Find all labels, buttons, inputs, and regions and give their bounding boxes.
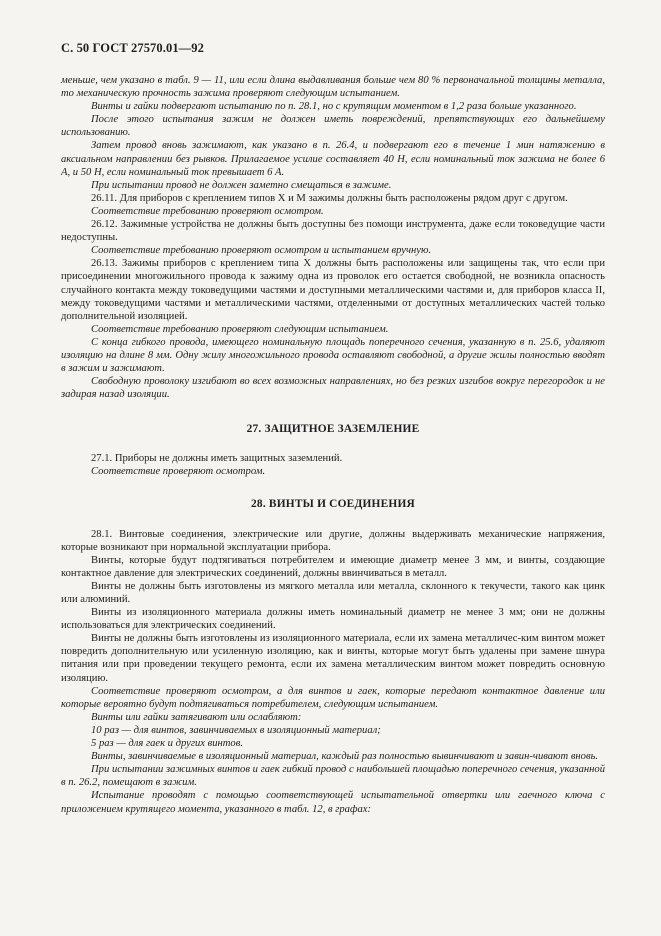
section-26-paragraph: 26.11. Для приборов с креплением типов X и М зажимы должны быть расположены рядом друг с другом. <box>91 192 568 204</box>
page-header: С. 50 ГОСТ 27570.01—92 <box>61 41 204 55</box>
section-28-paragraph: Испытание проводят с помощью соответствующей испытательной отвертки или гаечного ключа с приложением крутящего момента, указанного в табл. 12, в графах: <box>61 790 605 815</box>
section-26-paragraph: Затем провод вновь зажимают, как указано в п. 26.4, и подвергают его в течение 1 мин натяжению в аксиальном направлении без рывков. Прилагаемое усилие составляет 40 Н, если номинальный ток зажима не более 6 А, и 50 Н, если номинальный ток превышает 6 А. <box>61 140 605 178</box>
section-26-paragraph: Соответствие требованию проверяют осмотром и испытанием вручную. <box>91 245 432 257</box>
section-26-paragraph: При испытании провод не должен заметно смещаться в зажиме. <box>91 179 392 191</box>
section-26-paragraph: меньше, чем указано в табл. 9 — 11, или если длина выдавливания больше чем 80 % первоначальной толщины металла, то механическую прочность зажима проверяют следующим испытанием. <box>61 75 605 100</box>
section-28-body <box>61 528 605 816</box>
section-28-paragraph: Винты, которые будут подтягиваться потребителем и имеющие диаметр менее 3 мм, и винты, создающие контактное давление для электрических соединений, должны ввинчиваться в металл. <box>61 554 605 579</box>
section-28-paragraph: 10 раз — для винтов, завинчиваемых в изоляционный материал; <box>91 724 381 736</box>
section-28-paragraph: Соответствие проверяют осмотром, а для винтов и гаек, которые передают контактное давление или которые вероятно будут подтягиваться потребителем, следующим испытанием. <box>61 685 605 710</box>
section-27-body <box>61 452 605 478</box>
section-26-paragraph: С конца гибкого провода, имеющего номинальную площадь поперечного сечения, указанную в п. 25.6, удаляют изоляцию на длине 8 мм. Одну жилу многожильного провода оставляют свободной, а другие жилы полностью вводят в зажим и зажимают. <box>61 336 605 375</box>
section-26-paragraph: 26.12. Зажимные устройства не должны быть доступны без помощи инструмента, даже если токоведущие части недоступны. <box>61 219 605 244</box>
section-27-paragraph: Соответствие проверяют осмотром. <box>91 466 266 478</box>
section-26-paragraph: Винты и гайки подвергают испытанию по п. 28.1, но с крутящим моментом в 1,2 раза больше указанного. <box>91 101 577 113</box>
section-26-continuation <box>61 74 605 401</box>
section-26-paragraph: 26.13. Зажимы приборов с креплением типа X должны быть расположены или защищены так, что если при присоединении многожильного провода к зажиму одна из проволок его остается свободной, не возникла опасность случайного контакта между токоведущими частями и доступными металлическими частями и, для приборов класса II, между токоведущими частями и металлическими частями, отделенными от доступных металлических частей только дополнительной изоляцией. <box>61 258 605 322</box>
section-26-paragraph: Соответствие требованию проверяют осмотром. <box>91 205 324 217</box>
section-28-paragraph: 28.1. Винтовые соединения, электрические или другие, должны выдерживать механические напряжения, которые возникают при нормальной эксплуатации прибора. <box>61 528 605 553</box>
section-28-paragraph: Винты или гайки затягивают или ослабляют: <box>91 711 302 723</box>
section-27-paragraph: 27.1. Приборы не должны иметь защитных заземлений. <box>91 453 343 465</box>
section-28-paragraph: Винты, завинчиваемые в изоляционный материал, каждый раз полностью вывинчивают и завин-чивают вновь. <box>91 751 599 763</box>
section-26-paragraph: После этого испытания зажим не должен иметь повреждений, препятствующих его дальнейшему использованию. <box>61 114 605 139</box>
section-28-paragraph: Винты не должны быть изготовлены из изоляционного материала, если их замена металличес-ким винтом может повредить дополнительную или усиленную изоляцию, как и винты, которые могут быть удалены при замене шнура питания или при проведении текущего ремонта, если их замена металлическим винтом может повредить основную изоляцию. <box>61 633 605 684</box>
section-26-paragraph: Свободную проволоку изгибают во всех возможных направлениях, но без резких изгибов вокруг перегородок и не задирая назад изоляции. <box>61 376 605 401</box>
section-27-title: 27. ЗАЩИТНОЕ ЗАЗЕМЛЕНИЕ <box>246 423 420 436</box>
section-26-paragraph: Соответствие требованию проверяют следующим испытанием. <box>91 323 389 335</box>
section-28-title: 28. ВИНТЫ И СОЕДИНЕНИЯ <box>251 497 415 510</box>
section-28-paragraph: При испытании зажимных винтов и гаек гибкий провод с наибольшей площадью поперечного сечения, указанной в п. 26.2, помещают в зажим. <box>61 764 605 789</box>
section-28-paragraph: Винты не должны быть изготовлены из мягкого металла или металла, склонного к текучести, такого как цинк или алюминий. <box>61 580 605 605</box>
section-28-paragraph: Винты из изоляционного материала должны иметь номинальный диаметр не менее 3 мм; они не должны использоваться для электрических соединений. <box>61 607 605 632</box>
section-28-paragraph: 5 раз — для гаек и других винтов. <box>91 738 243 750</box>
